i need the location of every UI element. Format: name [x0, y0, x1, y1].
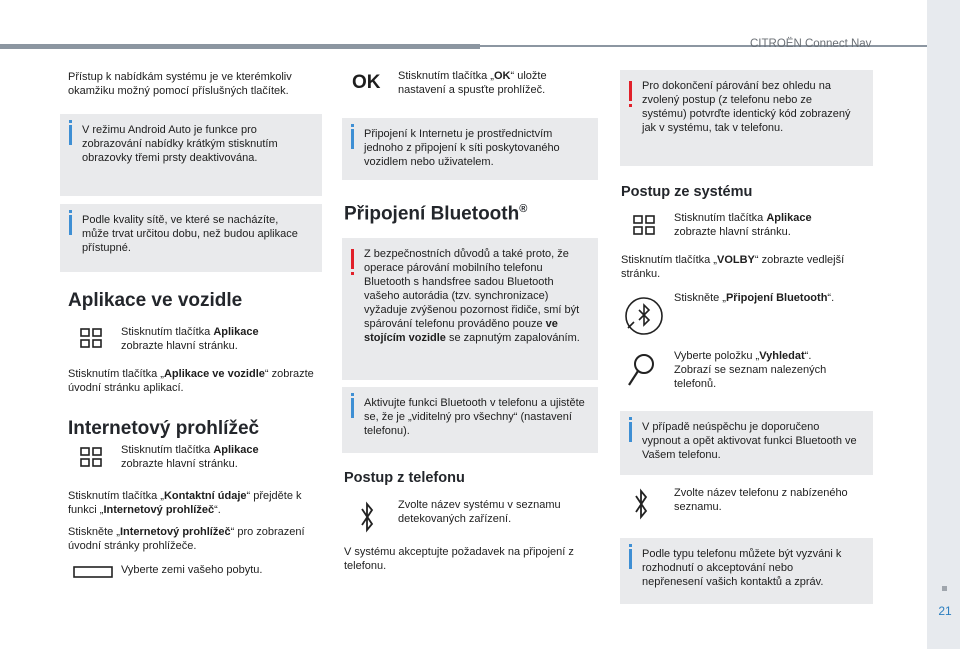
info-icon [69, 215, 72, 235]
info-note-text: Připojení k Internetu je prostřednictvím jednoho z připojení k síti poskytovaného vozidlem nebo uživatelem. [364, 128, 560, 168]
section-title-apps: Aplikace ve vozidle [68, 290, 243, 311]
info-note-text: Podle kvality sítě, ve které se nacházíte, může trvat určitou dobu, než budou aplikace přístupné. [82, 214, 298, 254]
info-note-contacts [620, 538, 873, 604]
section-title-system: Postup ze systému [621, 184, 753, 200]
apps-grid-icon [80, 447, 102, 467]
info-note-text: Aktivujte funkci Bluetooth v telefonu a ujistěte se, že je „viditelný pro všechny“ (nastavení telefonu). [364, 397, 585, 437]
bluetooth-icon [632, 487, 650, 521]
country-field-icon [73, 566, 113, 578]
bluetooth-connection-icon [622, 294, 666, 338]
warning-note-text: Z bezpečnostních důvodů a také proto, že operace párování mobilního telefonu Bluetooth s handsfree sadou Bluetooth vašeho autorádia (tzv. synchronizace) vyžaduje zvýšenou pozornost řidiče, smí být spárování telefonu prováděno pouze ve stojícím vozidle se zapnutým zapalováním. [364, 248, 580, 344]
apps-step-2: Stisknutím tlačítka „Aplikace ve vozidle“ zobrazte úvodní stránku aplikací. [68, 368, 314, 394]
info-note-android [60, 114, 322, 196]
phone-step-2: V systému akceptujte požadavek na připojení z telefonu. [344, 546, 574, 572]
warning-icon [351, 249, 354, 269]
system-step-3: Stiskněte „Připojení Bluetooth“. [674, 292, 835, 304]
browser-step-3: Stiskněte „Internetový prohlížeč“ pro zobrazení úvodní stránky prohlížeče. [68, 526, 305, 552]
header-title: CITROËN Connect Nav [750, 38, 872, 50]
info-icon [629, 422, 632, 442]
info-note-text: V režimu Android Auto je funkce pro zobrazování nabídky krátkým stisknutím obrazovky třemi prsty deaktivována. [82, 124, 278, 164]
info-icon [69, 125, 72, 145]
warning-note-safety [342, 238, 598, 380]
info-icon [351, 398, 354, 418]
section-title-browser: Internetový prohlížeč [68, 418, 260, 439]
apps-step-1: Stisknutím tlačítka Aplikace zobrazte hlavní stránku. [121, 326, 259, 352]
info-note-activate [342, 387, 598, 453]
system-step-2: Stisknutím tlačítka „VOLBY“ zobrazte vedlejší stránku. [621, 254, 845, 280]
info-note-text: Podle typu telefonu můžete být vyzváni k rozhodnutí o akceptování nebo nepřenesení vašich kontaktů a zpráv. [642, 548, 842, 588]
intro-text: Přístup k nabídkám systému je ve kterémkoliv okamžiku možný pomocí příslušných tlačítek. [68, 71, 292, 97]
section-title-phone: Postup z telefonu [344, 470, 465, 486]
browser-step-4: Vyberte zemi vašeho pobytu. [121, 564, 263, 576]
warning-note-text: Pro dokončení párování bez ohledu na zvolený postup (z telefonu nebo ze systému) potvrďte identický kód zobrazený jak v systému, tak v telefonu. [642, 80, 851, 134]
apps-grid-icon [633, 215, 655, 235]
page-number: 21 [938, 604, 952, 618]
info-icon [629, 549, 632, 569]
browser-step-1: Stisknutím tlačítka Aplikace zobrazte hlavní stránku. [121, 444, 259, 470]
bluetooth-icon [358, 500, 376, 534]
page-marker [942, 586, 947, 591]
ok-step: Stisknutím tlačítka „OK“ uložte nastavení a spusťte prohlížeč. [398, 70, 547, 96]
info-note-internet [342, 118, 598, 180]
warning-icon [629, 81, 632, 101]
system-step-4: Vyberte položku „Vyhledat“. Zobrazí se seznam nalezených telefonů. [674, 350, 827, 390]
warning-note-code [620, 70, 873, 166]
system-step-5: Zvolte název telefonu z nabízeného seznamu. [674, 487, 848, 513]
apps-grid-icon [80, 328, 102, 348]
browser-step-2: Stisknutím tlačítka „Kontaktní údaje“ přejděte k funkci „Internetový prohlížeč“. [68, 490, 302, 516]
section-title-bluetooth: Připojení Bluetooth® [344, 203, 528, 225]
search-icon [626, 352, 656, 388]
system-step-1: Stisknutím tlačítka Aplikace zobrazte hlavní stránku. [674, 212, 812, 238]
info-note-network [60, 204, 322, 272]
info-icon [351, 129, 354, 149]
info-note-text: V případě neúspěchu je doporučeno vypnout a opět aktivovat funkci Bluetooth ve Vašem telefonu. [642, 421, 857, 461]
ok-icon: OK [352, 72, 381, 93]
page-sidebar [927, 0, 960, 649]
phone-step-1: Zvolte název systému v seznamu detekovaných zařízení. [398, 499, 561, 525]
header-bar [0, 44, 480, 49]
info-note-failure [620, 411, 873, 475]
